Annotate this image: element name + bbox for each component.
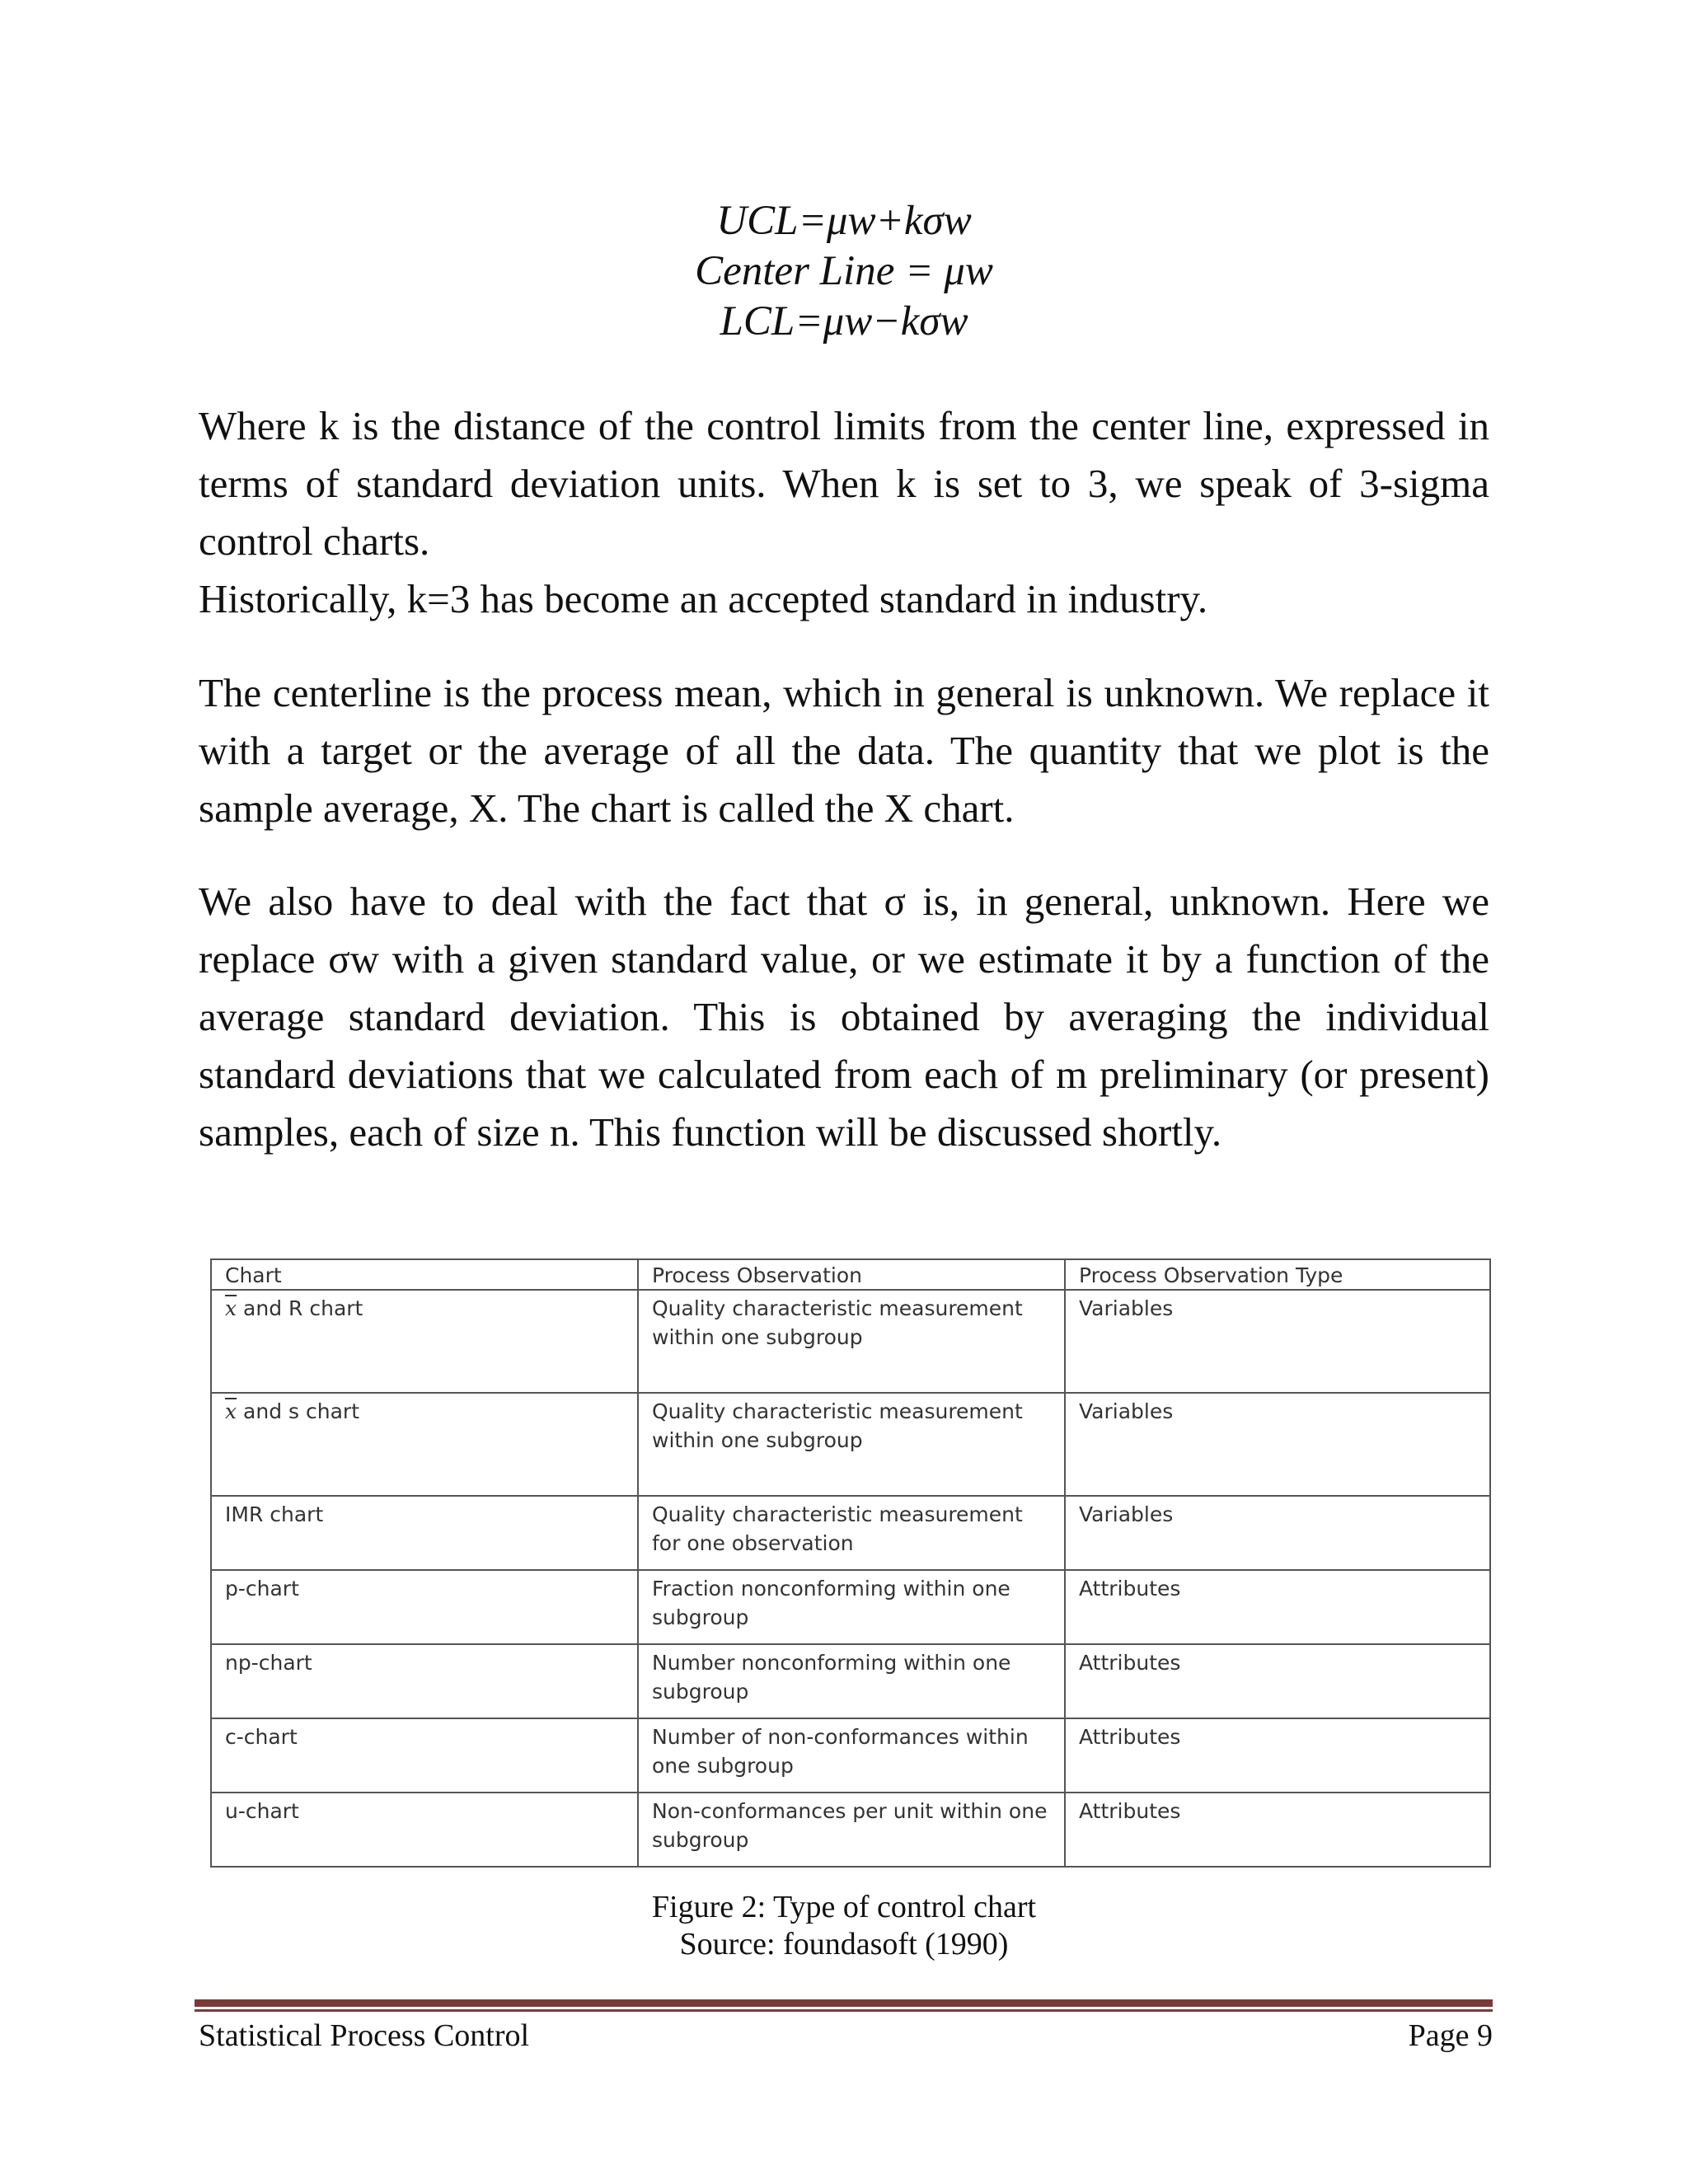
cell-chart bbox=[211, 1290, 638, 1393]
chart-name: and s chart bbox=[237, 1399, 359, 1423]
ucl-formula: UCL=μw+kσw bbox=[716, 198, 972, 244]
xbar-symbol: $\overline{x}$ bbox=[225, 1399, 237, 1423]
cell-type: Variables bbox=[1065, 1496, 1490, 1570]
table-row bbox=[211, 1290, 1490, 1393]
paragraph-text: The centerline is the process mean, which in general is unknown. We replace it with a target or the average of all the data. The quantity that we plot is the sample average, X. The chart is called the X chart. bbox=[199, 670, 1489, 831]
xbar-symbol: $\overline{x}$ bbox=[225, 1296, 237, 1320]
header-process-observation: Process Observation bbox=[638, 1259, 1065, 1290]
table-row bbox=[211, 1644, 1490, 1718]
cell-observation: Non-conformances per unit within one subgroup bbox=[638, 1793, 1065, 1867]
header-process-observation-type: Process Observation Type bbox=[1065, 1259, 1490, 1290]
control-limit-formulas bbox=[0, 196, 1688, 347]
cell-type: Variables bbox=[1065, 1290, 1490, 1393]
cell-observation: Quality characteristic measurement within one subgroup bbox=[638, 1393, 1065, 1496]
table-row bbox=[211, 1718, 1490, 1793]
paragraph-sigma-unknown bbox=[199, 873, 1489, 1161]
cell-type: Attributes bbox=[1065, 1718, 1490, 1793]
lcl-formula: LCL=μw−kσw bbox=[720, 298, 968, 344]
cell-chart: IMR chart bbox=[211, 1496, 638, 1570]
footer-rule-thin bbox=[195, 2009, 1493, 2012]
footer-rule bbox=[195, 1999, 1493, 2007]
cell-observation: Quality characteristic measurement for one observation bbox=[638, 1496, 1065, 1570]
cell-observation: Number of non-conformances within one subgroup bbox=[638, 1718, 1065, 1793]
cell-observation: Quality characteristic measurement within one subgroup bbox=[638, 1290, 1065, 1393]
figure-caption bbox=[0, 1889, 1688, 1963]
table bbox=[210, 1258, 1491, 1868]
cell-chart: np-chart bbox=[211, 1644, 638, 1718]
paragraph-text: We also have to deal with the fact that σ is, in general, unknown. Here we replace σw with a given standard value, or we estimate it by a function of the average standard deviation. This is obtained by averaging the individual standard deviations that we calculated from each of m preliminary (or present) samples, each of size n. This function will be discussed shortly. bbox=[199, 879, 1489, 1155]
table-row bbox=[211, 1393, 1490, 1496]
chart-name: and R chart bbox=[237, 1296, 363, 1320]
paragraph-k-definition bbox=[199, 397, 1489, 628]
cell-chart: p-chart bbox=[211, 1570, 638, 1644]
paragraph-centerline bbox=[199, 664, 1489, 837]
table-row bbox=[211, 1496, 1490, 1570]
table-header-row bbox=[211, 1259, 1490, 1290]
cell-chart: u-chart bbox=[211, 1793, 638, 1867]
caption-source: Source: foundasoft (1990) bbox=[679, 1927, 1009, 1961]
table-row bbox=[211, 1570, 1490, 1644]
footer-page-number: Page 9 bbox=[1408, 2018, 1493, 2053]
cell-chart: c-chart bbox=[211, 1718, 638, 1793]
cell-observation: Number nonconforming within one subgroup bbox=[638, 1644, 1065, 1718]
footer-document-title: Statistical Process Control bbox=[199, 2018, 530, 2053]
caption-title: Figure 2: Type of control chart bbox=[651, 1890, 1037, 1924]
table-row bbox=[211, 1793, 1490, 1867]
cell-type: Attributes bbox=[1065, 1570, 1490, 1644]
cell-type: Attributes bbox=[1065, 1793, 1490, 1867]
cell-type: Variables bbox=[1065, 1393, 1490, 1496]
paragraph-text: Where k is the distance of the control limits from the center line, expressed in terms of standard deviation units. When k is set to 3, we speak of 3-sigma control charts. bbox=[199, 403, 1489, 564]
paragraph-text: Historically, k=3 has become an accepted standard in industry. bbox=[199, 576, 1208, 621]
cell-chart bbox=[211, 1393, 638, 1496]
cell-observation: Fraction nonconforming within one subgroup bbox=[638, 1570, 1065, 1644]
control-chart-types-table bbox=[210, 1258, 1489, 1868]
header-chart: Chart bbox=[211, 1259, 638, 1290]
cell-type: Attributes bbox=[1065, 1644, 1490, 1718]
center-line-formula: Center Line = μw bbox=[695, 248, 993, 294]
